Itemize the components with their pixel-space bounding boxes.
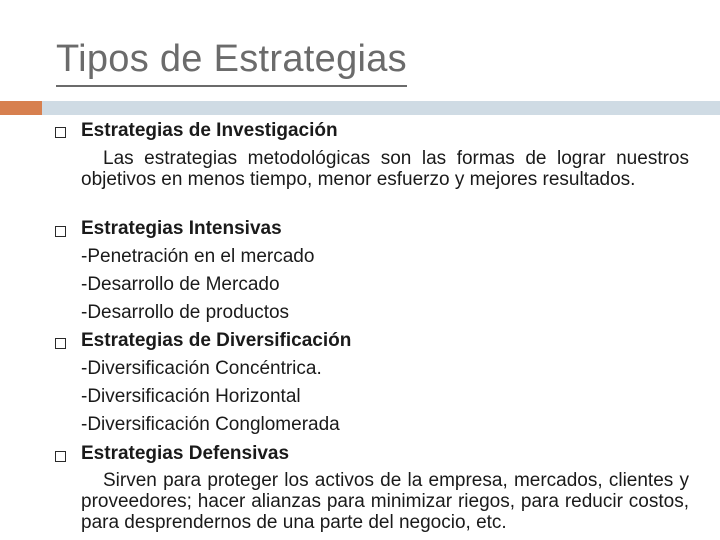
accent-bar-orange [0,101,42,115]
section-line: -Desarrollo de productos [81,302,290,323]
slide-content [0,115,720,540]
bullet-box-icon [55,338,66,349]
section-paragraph-investigacion: Las estrategias metodológicas son las formas de lograr nuestros objetivos en menos tiempo, menor esfuerzo y mejores resultados. [81,148,689,190]
bullet-box-icon [55,451,66,462]
section-heading-diversificacion: Estrategias de Diversificación [81,330,352,351]
section-heading-defensivas: Estrategias Defensivas [81,443,290,464]
section-line: -Penetración en el mercado [81,246,315,267]
section-line: -Diversificación Conglomerada [81,414,340,435]
bullet-box-icon [55,127,66,138]
section-heading-investigacion: Estrategias de Investigación [81,120,338,141]
section-paragraph-defensivas: Sirven para proteger los activos de la empresa, mercados, clientes y proveedores; hacer alianzas para minimizar riegos, para reducir costos, para desprendernos de una parte del negocio, etc. [81,470,689,533]
section-line: -Desarrollo de Mercado [81,274,280,295]
accent-bar-blue [42,101,720,115]
section-line: -Diversificación Horizontal [81,386,301,407]
section-line: -Diversificación Concéntrica. [81,358,322,379]
slide-title: Tipos de Estrategias [56,33,407,87]
bullet-box-icon [55,226,66,237]
section-heading-intensivas: Estrategias Intensivas [81,218,282,239]
